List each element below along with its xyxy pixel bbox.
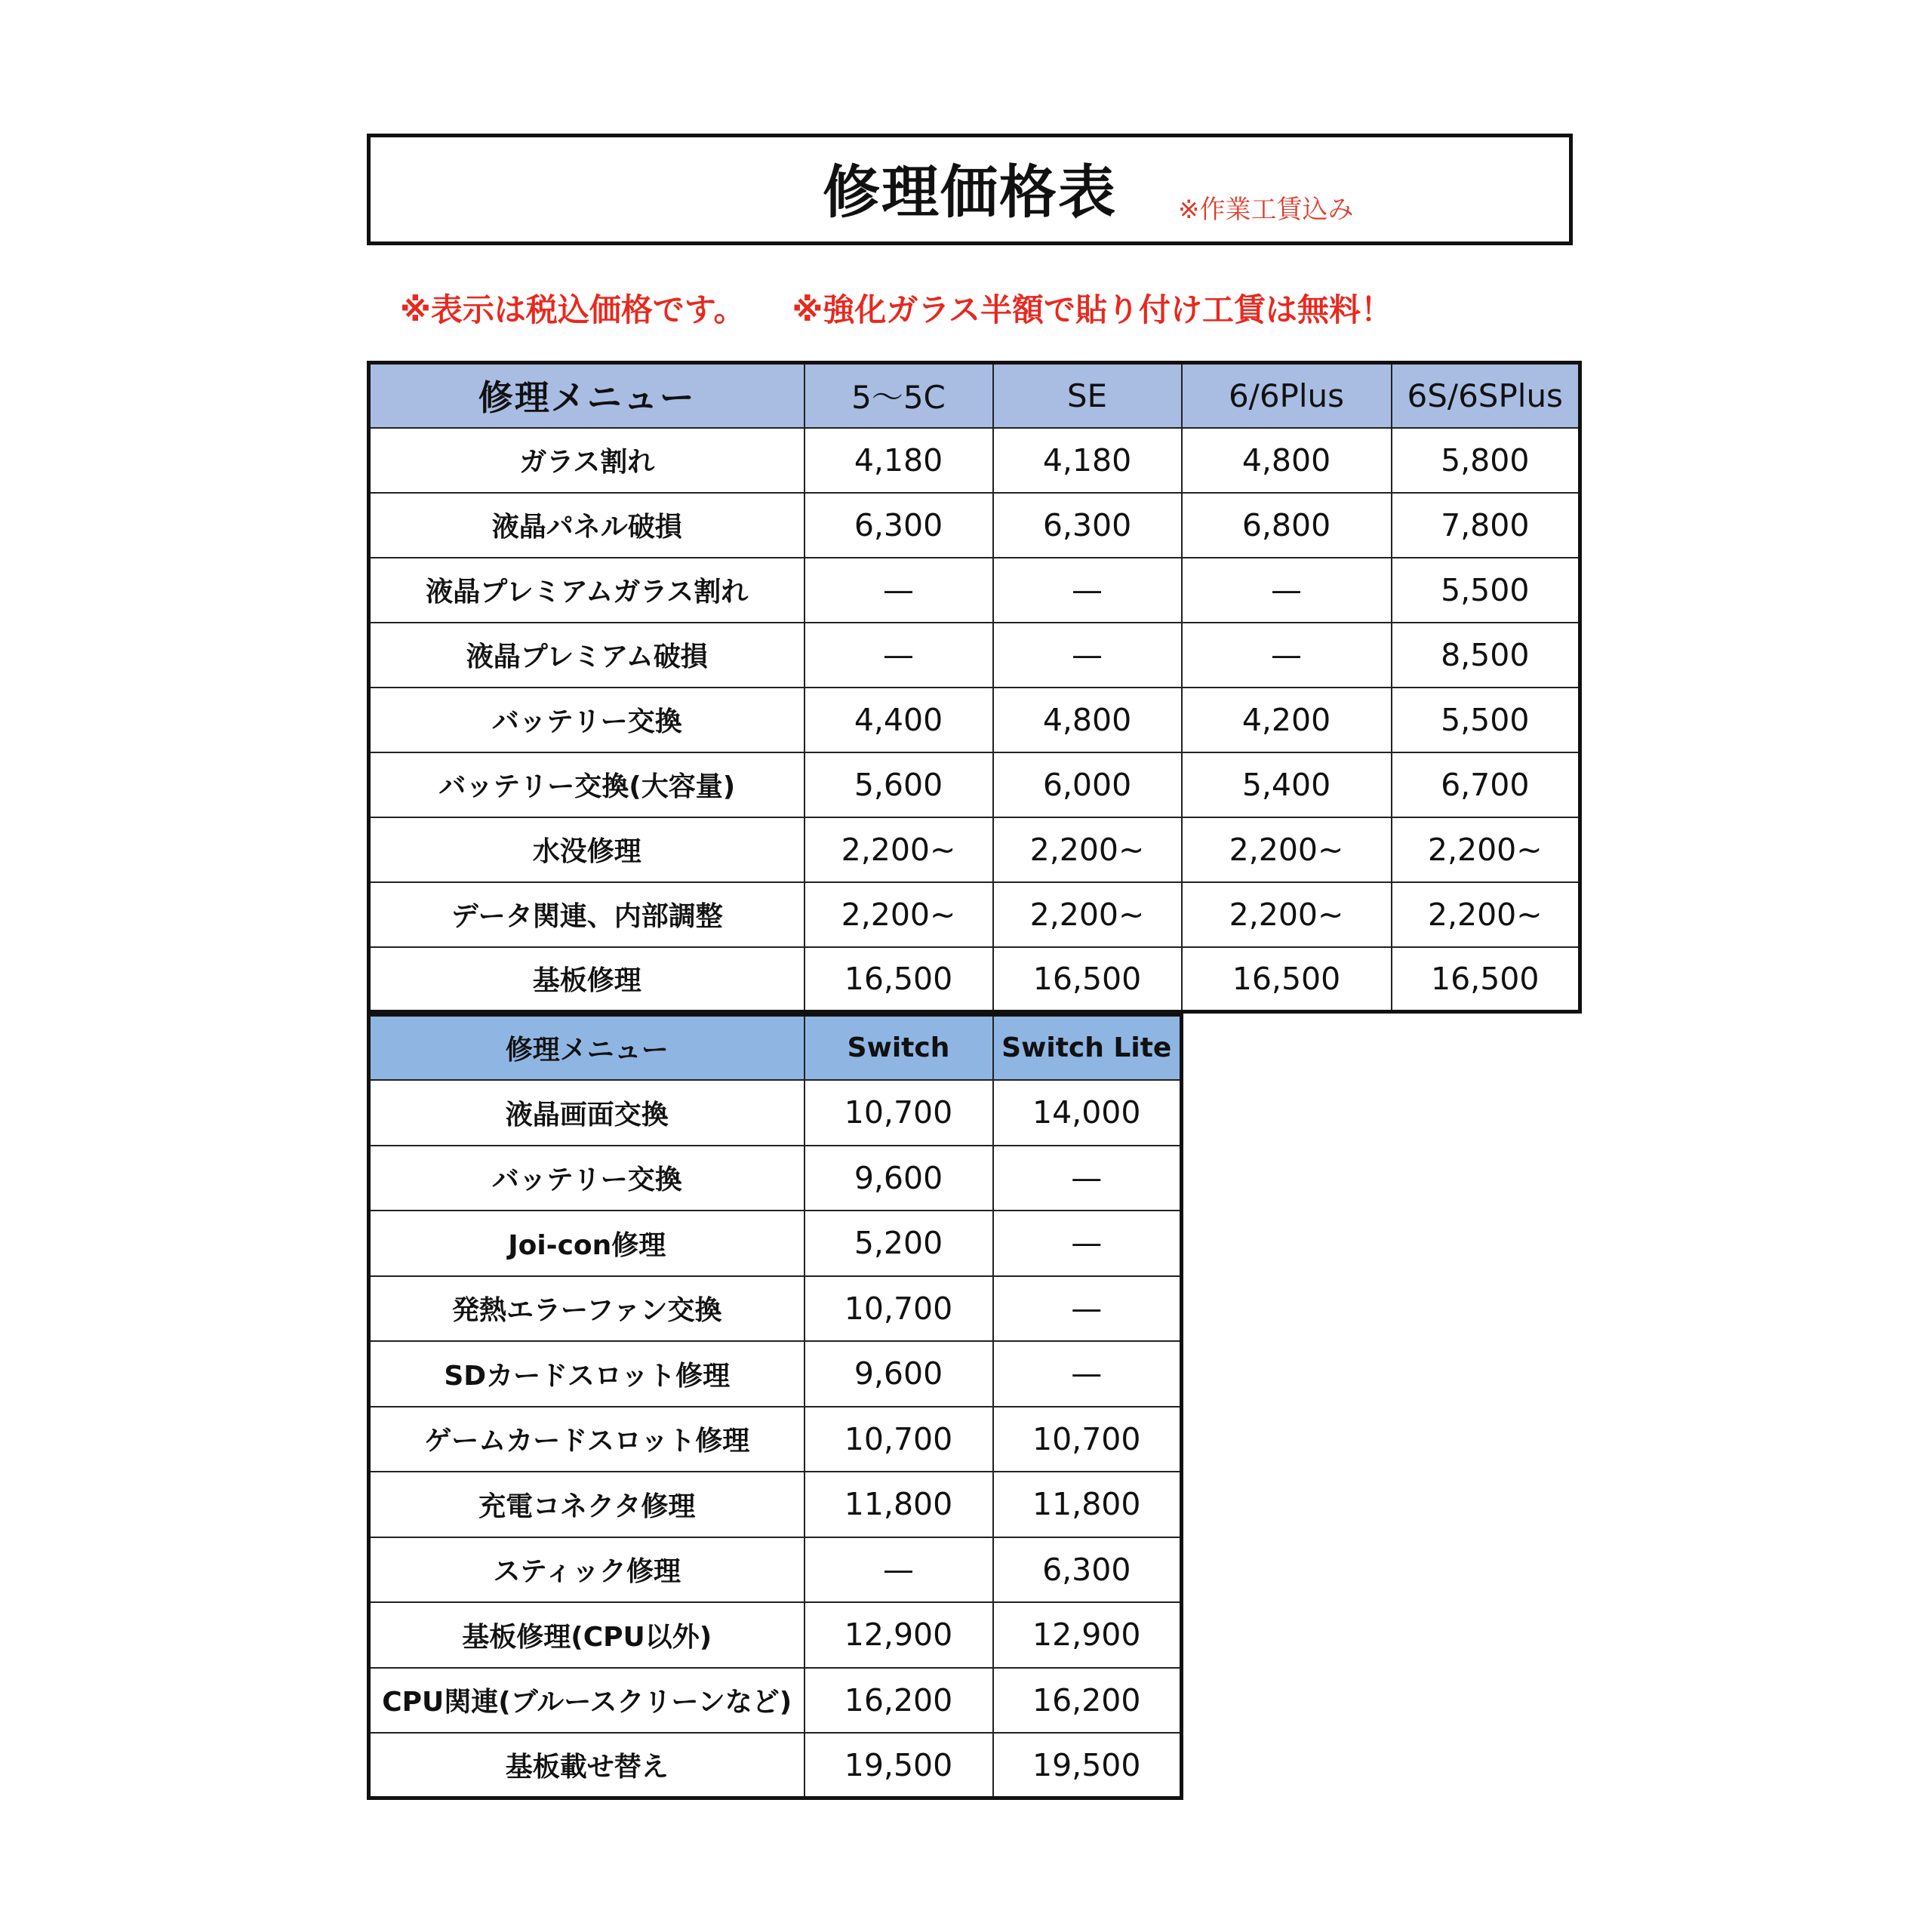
table-header-row — [369, 1015, 1182, 1081]
price-cell: 6,000 — [993, 752, 1182, 817]
price-cell: 4,800 — [1182, 428, 1392, 493]
menu-cell: 水没修理 — [369, 817, 804, 882]
menu-cell: CPU関連(ブルースクリーンなど) — [369, 1668, 804, 1734]
price-cell: 2,200~ — [1182, 882, 1392, 947]
price-cell: 5,500 — [1392, 558, 1580, 623]
price-cell: 6,800 — [1182, 493, 1392, 558]
switch-price-table — [367, 1013, 1183, 1800]
price-cell: — — [1182, 623, 1392, 688]
price-cell: 12,900 — [804, 1602, 993, 1668]
price-cell: 12,900 — [993, 1602, 1182, 1668]
tax-note: ※表示は税込価格です。 — [400, 291, 746, 328]
menu-cell: バッテリー交換(大容量) — [369, 752, 804, 817]
table-row — [369, 817, 1580, 882]
menu-cell: 液晶プレミアム破損 — [369, 623, 804, 688]
menu-cell: バッテリー交換 — [369, 688, 804, 752]
price-cell: — — [993, 1341, 1182, 1407]
price-cell: 16,500 — [1392, 947, 1580, 1012]
price-cell: — — [993, 623, 1182, 688]
menu-cell: 液晶パネル破損 — [369, 493, 804, 558]
price-cell: 2,200~ — [993, 882, 1182, 947]
table-row — [369, 558, 1580, 623]
price-cell: 19,500 — [993, 1733, 1182, 1798]
table-header-row — [369, 363, 1580, 428]
menu-cell: 液晶プレミアムガラス割れ — [369, 558, 804, 623]
price-cell: 4,400 — [804, 688, 993, 752]
price-cell: — — [804, 1537, 993, 1603]
price-cell: 6,700 — [1392, 752, 1580, 817]
table-row — [369, 1211, 1182, 1276]
menu-cell: 発熱エラーファン交換 — [369, 1276, 804, 1342]
price-cell: 7,800 — [1392, 493, 1580, 558]
menu-cell: ガラス割れ — [369, 428, 804, 493]
price-cell: 16,500 — [1182, 947, 1392, 1012]
price-cell: 4,180 — [993, 428, 1182, 493]
menu-cell: バッテリー交換 — [369, 1146, 804, 1211]
table-row — [369, 1341, 1182, 1407]
menu-cell: SDカードスロット修理 — [369, 1341, 804, 1407]
table-row — [369, 428, 1580, 493]
price-cell: 16,200 — [804, 1668, 993, 1734]
table-row — [369, 493, 1580, 558]
price-cell: 16,500 — [993, 947, 1182, 1012]
price-cell: — — [1182, 558, 1392, 623]
price-cell: — — [993, 558, 1182, 623]
table-row — [369, 882, 1580, 947]
price-cell: 6,300 — [993, 493, 1182, 558]
table-row — [369, 623, 1580, 688]
header-cell-menu: 修理メニュー — [369, 363, 804, 428]
price-cell: 4,800 — [993, 688, 1182, 752]
table-row — [369, 1276, 1182, 1342]
price-cell: 9,600 — [804, 1146, 993, 1211]
title-note: ※作業工賃込み — [1178, 195, 1354, 225]
title-box — [367, 134, 1573, 245]
price-cell: 6,300 — [993, 1537, 1182, 1603]
menu-cell: 基板修理 — [369, 947, 804, 1012]
price-cell: 16,200 — [993, 1668, 1182, 1734]
menu-cell: データ関連、内部調整 — [369, 882, 804, 947]
header-cell-6s-6splus: 6S/6SPlus — [1392, 363, 1580, 428]
glass-note: ※強化ガラス半額で貼り付け工賃は無料！ — [792, 291, 1393, 328]
table-row — [369, 1472, 1182, 1537]
price-cell: 10,700 — [804, 1276, 993, 1342]
price-cell: — — [804, 623, 993, 688]
table-row — [369, 947, 1580, 1012]
table-row — [369, 752, 1580, 817]
price-cell: — — [993, 1276, 1182, 1342]
page-title: 修理価格表 — [823, 158, 1117, 226]
iphone-price-table — [367, 361, 1582, 1014]
menu-cell: Joi-con修理 — [369, 1211, 804, 1276]
table-row — [369, 1146, 1182, 1211]
table-row — [369, 1407, 1182, 1472]
price-cell: 11,800 — [804, 1472, 993, 1537]
price-cell: 11,800 — [993, 1472, 1182, 1537]
price-cell: 2,200~ — [804, 882, 993, 947]
header-cell-6-6plus: 6/6Plus — [1182, 363, 1392, 428]
table-row — [369, 688, 1580, 752]
price-cell: 16,500 — [804, 947, 993, 1012]
price-cell: 9,600 — [804, 1341, 993, 1407]
table-row — [369, 1602, 1182, 1668]
menu-cell: 液晶画面交換 — [369, 1080, 804, 1146]
price-cell: 2,200~ — [993, 817, 1182, 882]
table-row — [369, 1668, 1182, 1734]
price-cell: 5,500 — [1392, 688, 1580, 752]
price-cell: 14,000 — [993, 1080, 1182, 1146]
table-row — [369, 1733, 1182, 1798]
menu-cell: スティック修理 — [369, 1537, 804, 1603]
header-cell-switch: Switch — [804, 1015, 993, 1081]
header-cell-switch-lite: Switch Lite — [993, 1015, 1182, 1081]
price-cell: 10,700 — [804, 1407, 993, 1472]
price-cell: 19,500 — [804, 1733, 993, 1798]
price-cell: 4,200 — [1182, 688, 1392, 752]
price-cell: 2,200~ — [804, 817, 993, 882]
price-cell: 5,400 — [1182, 752, 1392, 817]
price-cell: 10,700 — [993, 1407, 1182, 1472]
table-row — [369, 1537, 1182, 1603]
price-cell: 2,200~ — [1392, 817, 1580, 882]
header-cell-5-5c: 5〜5C — [804, 363, 993, 428]
header-cell-menu: 修理メニュー — [369, 1015, 804, 1081]
header-cell-se: SE — [993, 363, 1182, 428]
price-cell: 10,700 — [804, 1080, 993, 1146]
menu-cell: 基板修理(CPU以外) — [369, 1602, 804, 1668]
price-cell: 2,200~ — [1392, 882, 1580, 947]
price-cell: — — [993, 1211, 1182, 1276]
table-row — [369, 1080, 1182, 1146]
menu-cell: 充電コネクタ修理 — [369, 1472, 804, 1537]
price-cell: 5,200 — [804, 1211, 993, 1276]
price-cell: 6,300 — [804, 493, 993, 558]
menu-cell: 基板載せ替え — [369, 1733, 804, 1798]
price-cell: 4,180 — [804, 428, 993, 493]
price-cell: 8,500 — [1392, 623, 1580, 688]
price-cell: 5,800 — [1392, 428, 1580, 493]
price-cell: 5,600 — [804, 752, 993, 817]
price-cell: — — [804, 558, 993, 623]
notes — [400, 285, 1392, 331]
menu-cell: ゲームカードスロット修理 — [369, 1407, 804, 1472]
price-cell: 2,200~ — [1182, 817, 1392, 882]
price-cell: — — [993, 1146, 1182, 1211]
